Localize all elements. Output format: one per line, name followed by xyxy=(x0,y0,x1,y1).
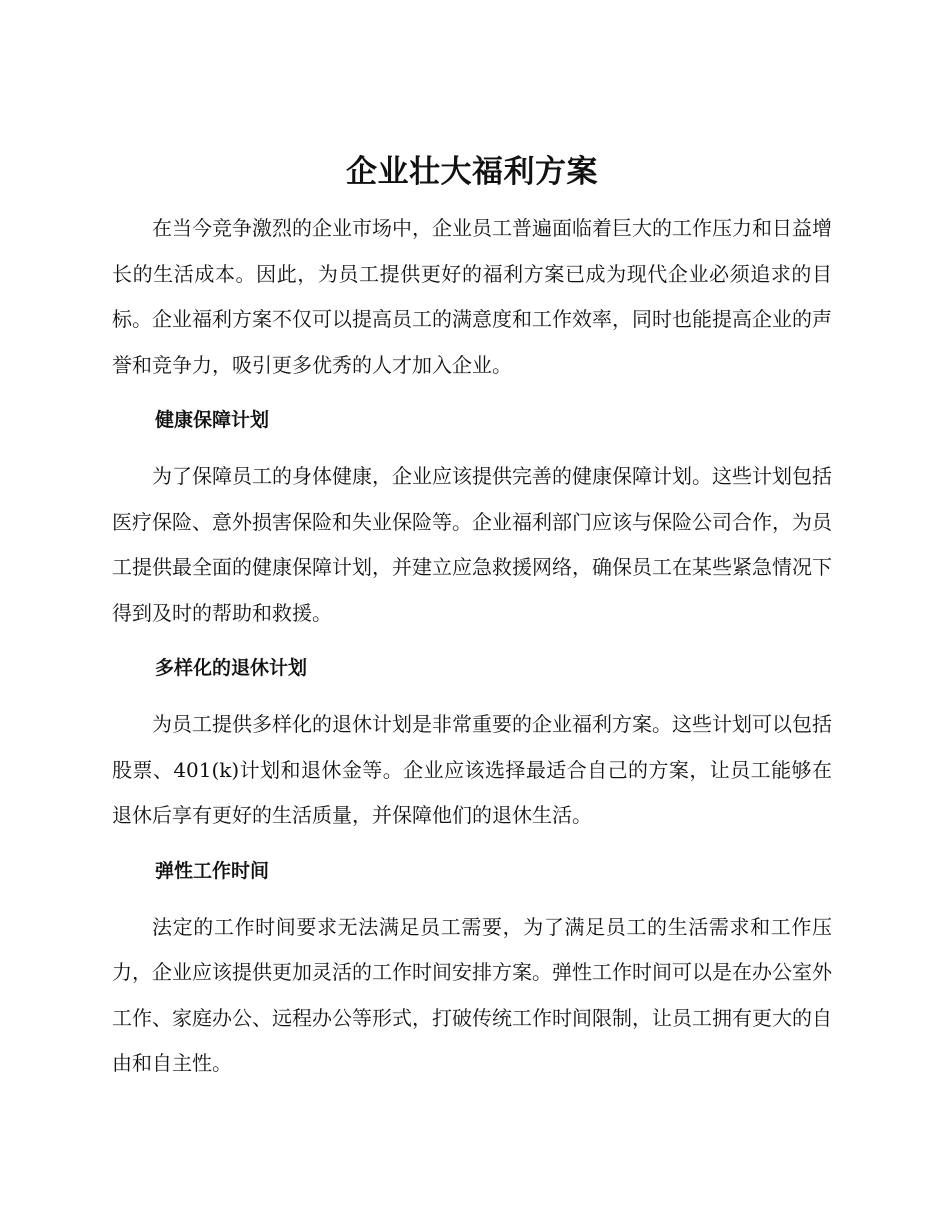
intro-paragraph: 在当今竞争激烈的企业市场中，企业员工普遍面临着巨大的工作压力和日益增长的生活成本。因此，为员工提供更好的福利方案已成为现代企业必须追求的目标。企业福利方案不仅可以提高员工的满意度和工作效率，同时也能提高企业的声誉和竞争力，吸引更多优秀的人才加入企业。 xyxy=(112,216,832,377)
section-retirement xyxy=(112,650,832,839)
section-body-health: 为了保障员工的身体健康，企业应该提供完善的健康保障计划。这些计划包括医疗保险、意外损害保险和失业保险等。企业福利部门应该与保险公司合作，为员工提供最全面的健康保障计划，并建立应急救援网络，确保员工在某些紧急情况下得到及时的帮助和救援。 xyxy=(112,464,832,625)
section-heading-health: 健康保障计划 xyxy=(155,409,270,431)
section-heading-flexible-hours: 弹性工作时间 xyxy=(155,859,270,882)
document-title: 企业壮大福利方案 xyxy=(346,154,598,190)
document-page xyxy=(112,150,832,1087)
section-heading-retirement: 多样化的退休计划 xyxy=(155,657,308,679)
section-body-retirement: 为员工提供多样化的退休计划是非常重要的企业福利方案。这些计划可以包括股票、401(k)计划和退休金等。企业应该选择最适合自己的方案，让员工能够在退休后享有更好的生活质量，并保障他们的退休生活。 xyxy=(112,712,832,827)
section-health xyxy=(112,402,832,636)
section-flexible-hours xyxy=(112,853,832,1087)
section-body-flexible-hours: 法定的工作时间要求无法满足员工需要，为了满足员工的生活需求和工作压力，企业应该提供更加灵活的工作时间安排方案。弹性工作时间可以是在办公室外工作、家庭办公、远程办公等形式，打破传统工作时间限制，让员工拥有更大的自由和自主性。 xyxy=(112,914,832,1075)
